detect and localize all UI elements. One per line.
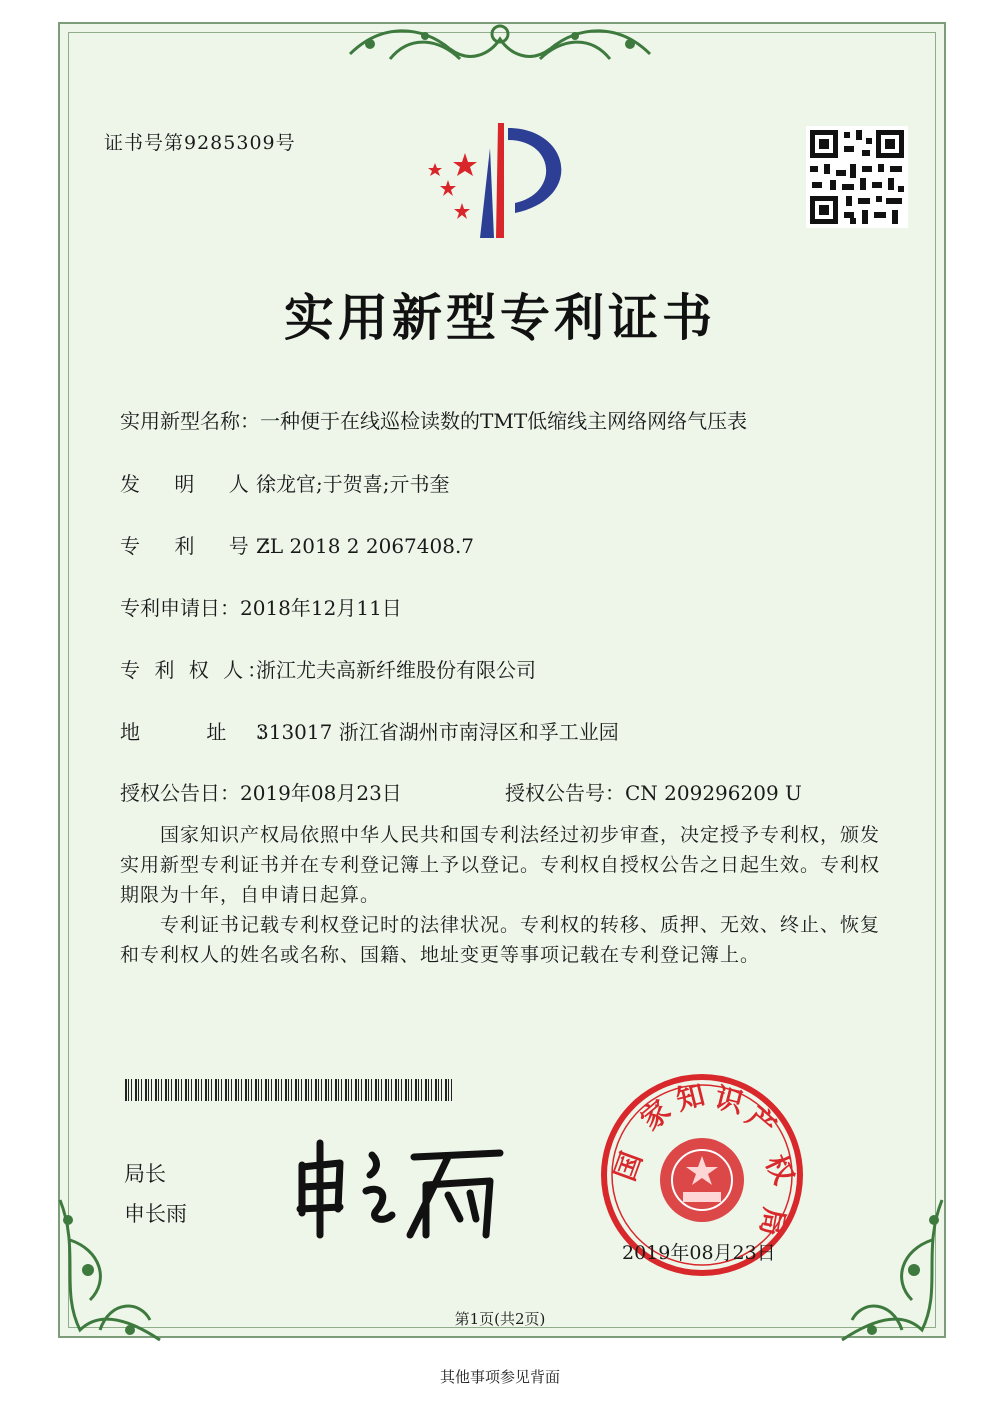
field-patentee: [120, 654, 536, 683]
barcode-bar: [335, 1079, 337, 1101]
barcode-bar: [128, 1079, 129, 1101]
patent-office-logo-icon: [420, 118, 580, 248]
barcode-bar: [158, 1079, 159, 1101]
barcode-bar: [258, 1079, 259, 1101]
certificate-number: 证书号第9285309号: [104, 132, 296, 154]
barcode-bar: [355, 1079, 357, 1101]
barcode-bar: [395, 1079, 397, 1101]
barcode-bar: [431, 1079, 432, 1101]
back-note: 其他事项参见背面: [439, 1368, 560, 1386]
svg-text:识: 识: [711, 1080, 747, 1120]
field-label: 专 利 权 人：: [120, 658, 272, 682]
barcode-bar: [451, 1079, 452, 1101]
barcode-bar: [208, 1079, 209, 1101]
barcode-bar: [198, 1079, 199, 1101]
barcode-bar: [361, 1079, 362, 1101]
barcode-bar: [445, 1079, 447, 1101]
barcode-bar: [275, 1079, 277, 1101]
barcode-bar: [268, 1079, 269, 1101]
barcode-bar: [225, 1079, 227, 1101]
barcode-bar: [145, 1079, 147, 1101]
field-inventors: [120, 468, 449, 497]
page-info: 第1页(共2页): [454, 1310, 546, 1328]
barcode-bar: [195, 1079, 197, 1101]
barcode-icon: [125, 1079, 455, 1101]
barcode-bar: [378, 1079, 379, 1101]
barcode-bar: [175, 1079, 177, 1101]
barcode-bar: [315, 1079, 317, 1101]
barcode-bar: [428, 1079, 429, 1101]
barcode-bar: [385, 1079, 387, 1101]
barcode-bar: [318, 1079, 319, 1101]
barcode-bar: [331, 1079, 332, 1101]
barcode-bar: [295, 1079, 297, 1101]
barcode-bar: [245, 1079, 247, 1101]
field-value: 浙江尤夫高新纤维股份有限公司: [256, 658, 536, 682]
field-label: 专 利 号：: [120, 534, 297, 558]
barcode-bar: [375, 1079, 377, 1101]
field-label: 授权公告日：: [120, 781, 240, 805]
barcode-bar: [415, 1079, 417, 1101]
barcode-bar: [328, 1079, 329, 1101]
barcode-bar: [401, 1079, 402, 1101]
barcode-bar: [211, 1079, 212, 1101]
barcode-bar: [271, 1079, 272, 1101]
barcode-bar: [368, 1079, 369, 1101]
barcode-bar: [381, 1079, 382, 1101]
barcode-bar: [188, 1079, 189, 1101]
barcode-bar: [135, 1079, 137, 1101]
barcode-bar: [185, 1079, 187, 1101]
barcode-bar: [278, 1079, 279, 1101]
top-ornament: [330, 14, 670, 74]
barcode-bar: [265, 1079, 267, 1101]
field-utility-model-name: [120, 405, 747, 434]
field-value: ZL 2018 2 2067408.7: [256, 534, 475, 558]
barcode-bar: [345, 1079, 347, 1101]
barcode-bar: [255, 1079, 257, 1101]
barcode-bar: [408, 1079, 409, 1101]
field-label: 实用新型名称：: [120, 409, 260, 433]
barcode-bar: [305, 1079, 307, 1101]
barcode-bar: [285, 1079, 287, 1101]
field-label: 发 明 人：: [120, 472, 297, 496]
barcode-bar: [425, 1079, 427, 1101]
barcode-bar: [201, 1079, 202, 1101]
barcode-bar: [238, 1079, 239, 1101]
barcode-bar: [365, 1079, 367, 1101]
barcode-bar: [338, 1079, 339, 1101]
barcode-bar: [298, 1079, 299, 1101]
barcode-bar: [141, 1079, 142, 1101]
barcode-bar: [171, 1079, 172, 1101]
barcode-bar: [218, 1079, 219, 1101]
barcode-bar: [351, 1079, 352, 1101]
field-value: 2019年08月23日: [240, 781, 402, 805]
barcode-bar: [358, 1079, 359, 1101]
barcode-bar: [301, 1079, 302, 1101]
barcode-bar: [311, 1079, 312, 1101]
legal-status-paragraph: 专利证书记载专利权登记时的法律状况。专利权的转移、质押、无效、终止、恢复和专利权人的姓名或名称、国籍、地址变更等事项记载在专利登记簿上。: [120, 914, 881, 966]
field-value: 一种便于在线巡检读数的TMT低缩线主网络网络气压表: [260, 409, 748, 433]
barcode-bar: [435, 1079, 437, 1101]
signatory-name: 申长雨: [124, 1202, 187, 1226]
barcode-bar: [221, 1079, 222, 1101]
field-announcement-number: [505, 777, 802, 806]
barcode-bar: [191, 1079, 192, 1101]
barcode-bar: [155, 1079, 157, 1101]
svg-text:产: 产: [739, 1099, 783, 1144]
barcode-bar: [235, 1079, 237, 1101]
svg-text:家: 家: [634, 1093, 677, 1137]
barcode-bar: [168, 1079, 169, 1101]
field-value: 徐龙官;于贺喜;亓书奎: [256, 472, 450, 496]
barcode-bar: [348, 1079, 349, 1101]
handwritten-signature: [280, 1135, 520, 1245]
barcode-bar: [161, 1079, 162, 1101]
field-value: CN 209296209 U: [625, 781, 802, 805]
barcode-bar: [341, 1079, 342, 1101]
svg-text:权: 权: [758, 1149, 801, 1190]
field-label: 授权公告号：: [505, 781, 625, 805]
barcode-bar: [418, 1079, 419, 1101]
barcode-bar: [421, 1079, 422, 1101]
barcode-bar: [261, 1079, 262, 1101]
field-application-date: [120, 592, 402, 621]
seal-date: 2019年08月23日: [622, 1242, 776, 1264]
field-label: 地 址：: [120, 720, 307, 744]
certificate-title: 实用新型专利证书: [284, 289, 716, 347]
svg-text:知: 知: [672, 1078, 709, 1117]
barcode-bar: [291, 1079, 292, 1101]
barcode-bar: [438, 1079, 439, 1101]
barcode-bar: [288, 1079, 289, 1101]
barcode-bar: [391, 1079, 392, 1101]
barcode-bar: [411, 1079, 412, 1101]
barcode-bar: [388, 1079, 389, 1101]
signatory-title: 局长: [124, 1162, 166, 1186]
barcode-bar: [281, 1079, 282, 1101]
barcode-bar: [325, 1079, 327, 1101]
barcode-bar: [405, 1079, 407, 1101]
barcode-bar: [441, 1079, 442, 1101]
barcode-bar: [228, 1079, 229, 1101]
grant-statement-paragraph: 国家知识产权局依照中华人民共和国专利法经过初步审查，决定授予专利权，颁发实用新型专利证书并在专利登记簿上予以登记。专利权自授权公告之日起生效。专利权期限为十年，自申请日起算。: [120, 824, 881, 906]
barcode-bar: [138, 1079, 139, 1101]
barcode-bar: [215, 1079, 217, 1101]
field-value: 313017 浙江省湖州市南浔区和孚工业园: [256, 720, 619, 744]
barcode-bar: [248, 1079, 249, 1101]
barcode-bar: [151, 1079, 152, 1101]
barcode-bar: [308, 1079, 309, 1101]
field-patent-number: [120, 530, 474, 559]
svg-text:国: 国: [608, 1147, 649, 1186]
barcode-bar: [241, 1079, 242, 1101]
barcode-bar: [181, 1079, 182, 1101]
barcode-bar: [448, 1079, 449, 1101]
barcode-bar: [251, 1079, 252, 1101]
field-value: 2018年12月11日: [240, 596, 402, 620]
barcode-bar: [131, 1079, 132, 1101]
barcode-bar: [231, 1079, 232, 1101]
barcode-bar: [125, 1079, 127, 1101]
field-grant-date: [120, 777, 402, 806]
svg-text:局: 局: [753, 1205, 792, 1239]
barcode-bar: [178, 1079, 179, 1101]
barcode-bar: [398, 1079, 399, 1101]
qr-code-icon: [806, 126, 908, 228]
barcode-bar: [205, 1079, 207, 1101]
field-label: 专利申请日：: [120, 596, 240, 620]
barcode-bar: [148, 1079, 149, 1101]
barcode-bar: [371, 1079, 372, 1101]
barcode-bar: [321, 1079, 322, 1101]
barcode-bar: [165, 1079, 167, 1101]
field-address: [120, 716, 619, 745]
